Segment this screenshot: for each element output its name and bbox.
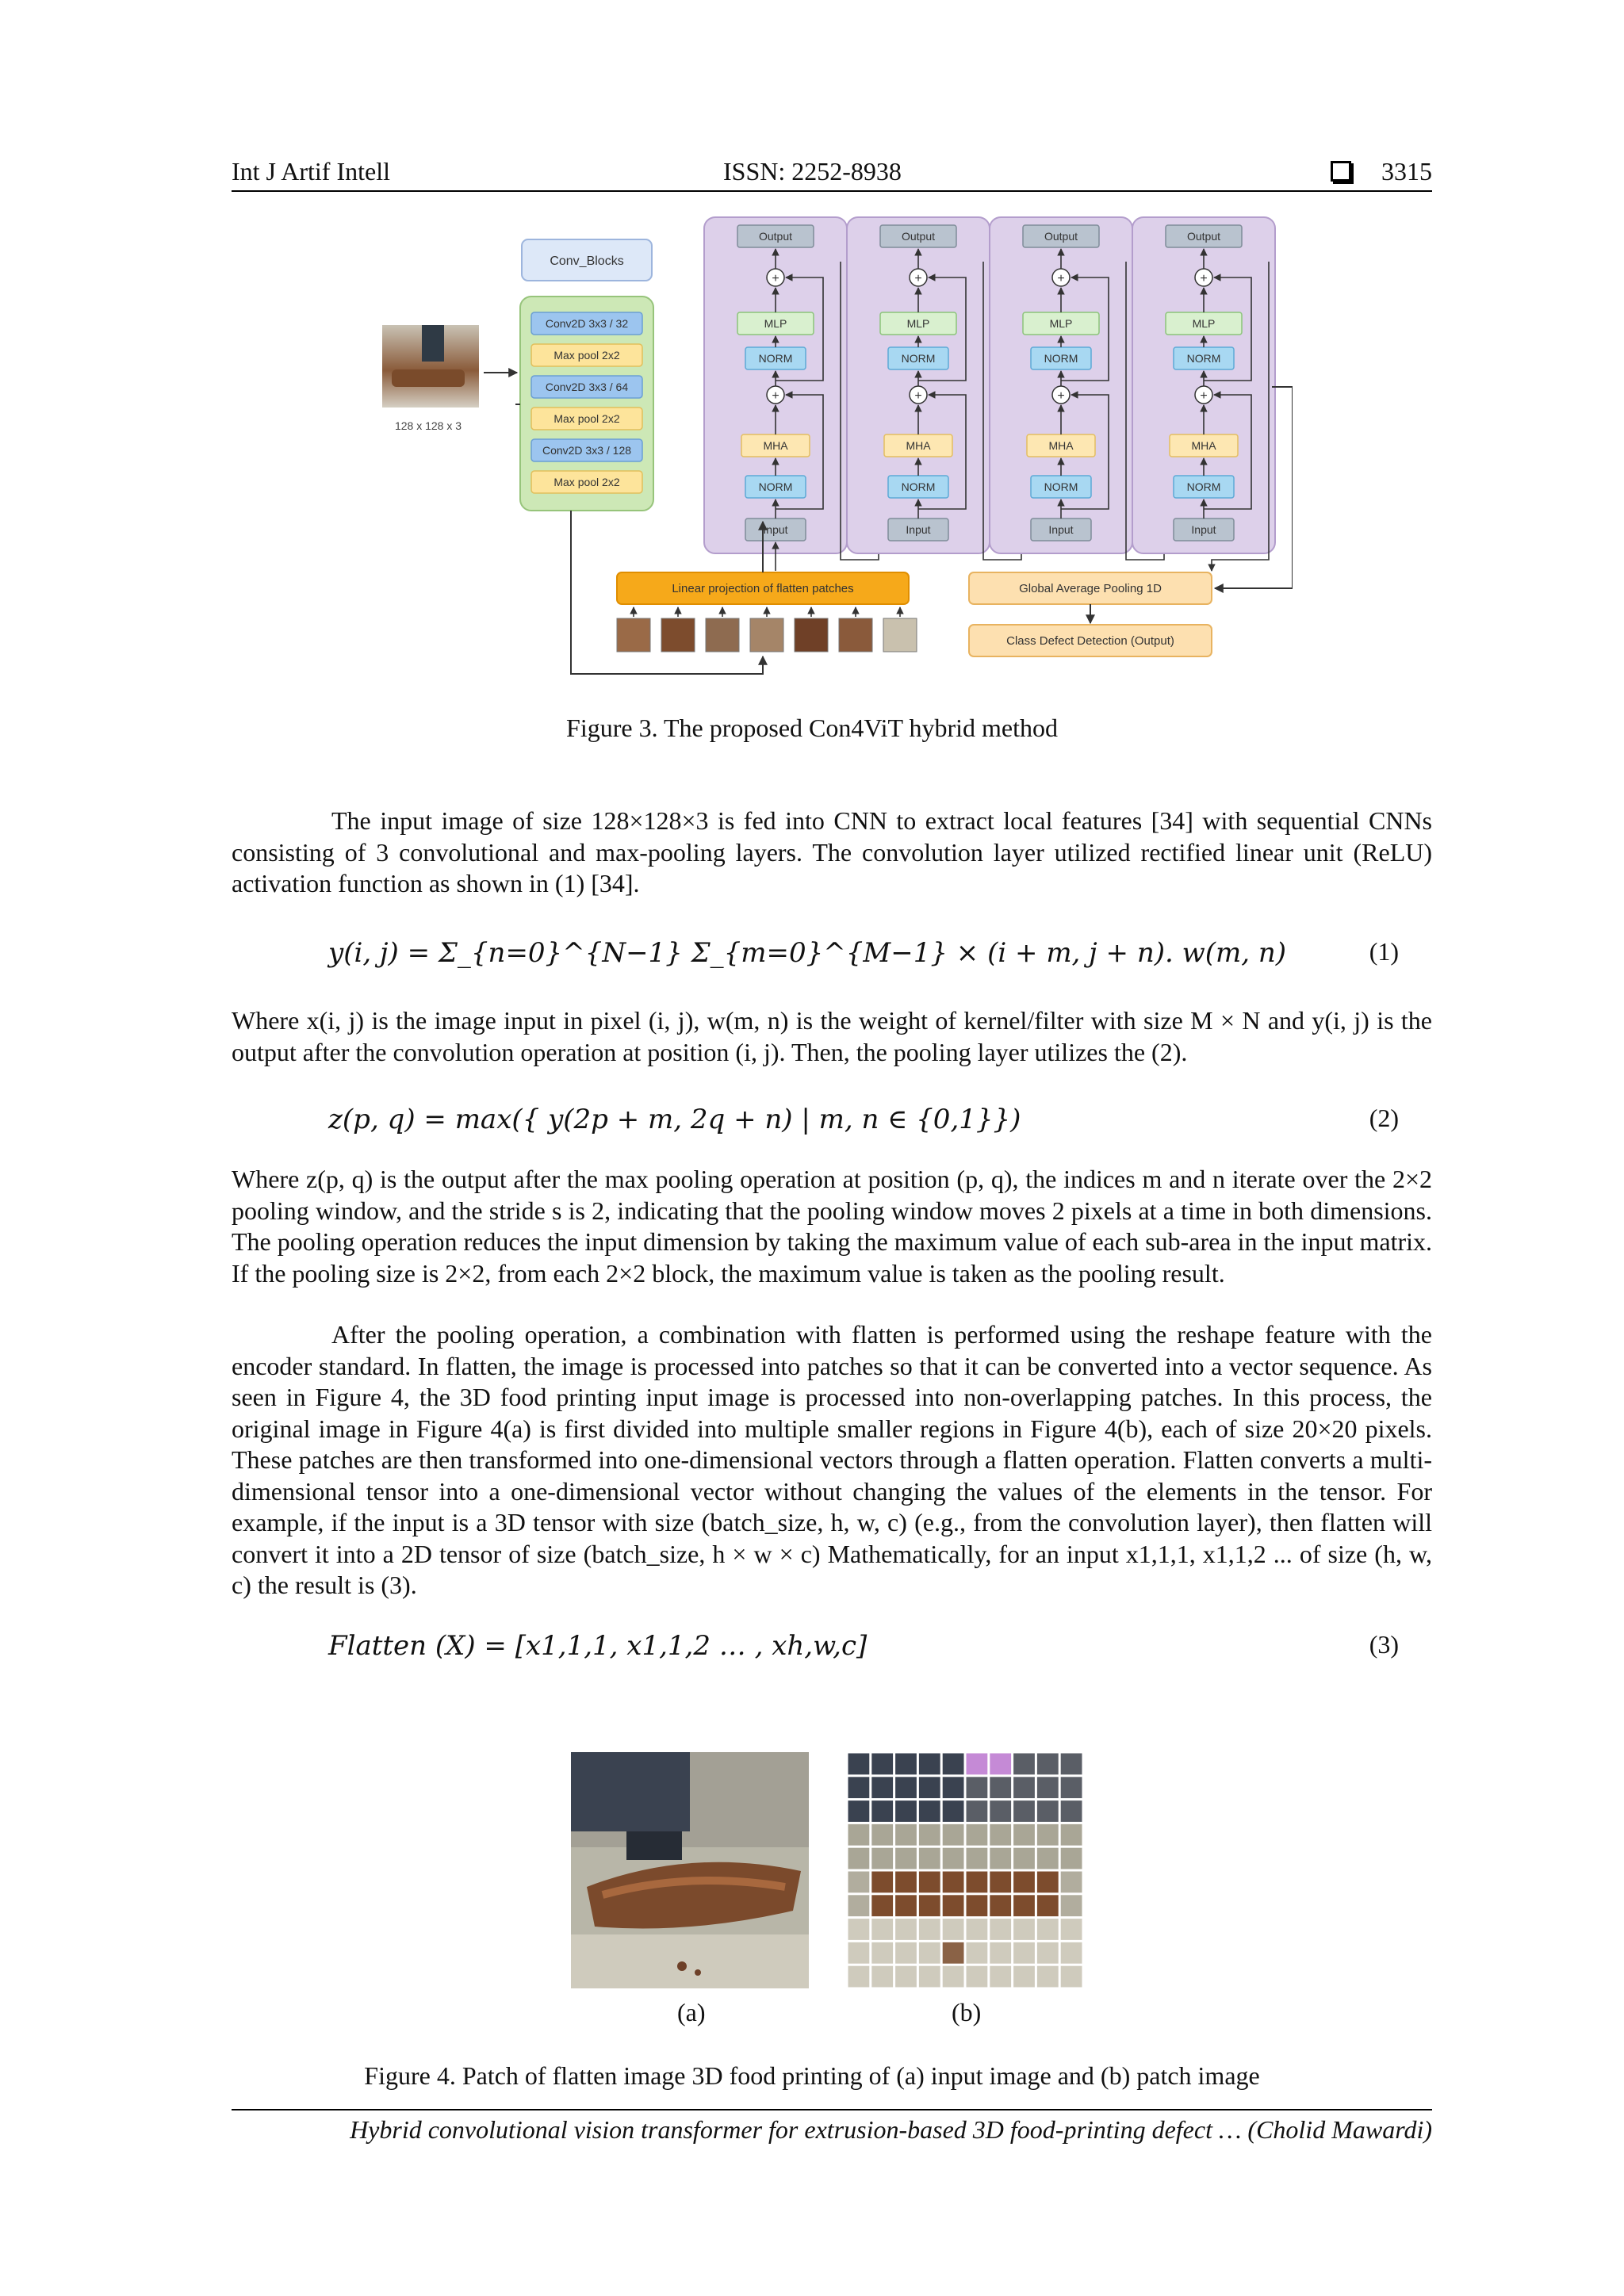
patch-cell [871,1942,893,1964]
patch-cell [919,1895,940,1916]
input-label: Input [906,523,931,536]
patch-cell [1037,1824,1059,1846]
transformer-block [847,217,990,553]
patch-cell [967,1800,988,1822]
patch-cell [1061,1919,1082,1940]
patch-thumbnail [839,618,872,652]
figure-3-caption: Figure 3. The proposed Con4ViT hybrid method [566,714,1058,742]
input-size-label: 128 x 128 x 3 [394,419,462,432]
svg-text:+: + [914,272,922,285]
class-output-label: Class Defect Detection (Output) [1006,634,1174,648]
patch-cell [919,1754,940,1775]
patch-cell [895,1872,917,1893]
patch-cell [990,1777,1011,1798]
patch-cell [967,1754,988,1775]
patch-cell [848,1895,870,1916]
patch-cell [1061,1800,1082,1822]
patch-cell [919,1966,940,1988]
patch-cell [1061,1824,1082,1846]
patch-cell [871,1919,893,1940]
svg-text:+: + [1200,389,1208,403]
patch-cell [967,1872,988,1893]
equation-1 [328,937,1399,977]
patch-cell [895,1942,917,1964]
patch-cell [919,1824,940,1846]
patch-cell [919,1919,940,1940]
mha-label: MHA [763,439,788,452]
input-label: Input [1191,523,1216,536]
transformer-block [704,217,847,553]
patch-cell [1037,1848,1059,1869]
patch-cell [943,1966,964,1988]
paragraph-3: Where z(p, q) is the output after the max pooling operation at position (p, q), the indices m and n iterate over the 2×2 pooling window, and the stride s is 2, indicating that the pooling window moves 2 pixels at a time in both dimensions. The pooling operation reduces the input dimension by taking the maximum value of each sub-area in the input matrix. If the pooling size is 2×2, from each 2×2 block, the maximum value is taken as the pooling result. [232,1165,1432,1288]
patch-cell [848,1800,870,1822]
svg-text:+: + [1057,389,1065,403]
patch-cell [943,1919,964,1940]
patch-cell [1013,1872,1035,1893]
patch-cell [990,1824,1011,1846]
patch-cell [848,1824,870,1846]
svg-text:+: + [1200,272,1208,285]
patch-cell [943,1800,964,1822]
mlp-label: MLP [906,317,930,330]
svg-text:+: + [772,272,779,285]
patch-thumbnail [883,618,917,652]
patch-cell [871,1966,893,1988]
patch-cell [895,1848,917,1869]
figure-4a-label: (a) [677,1998,706,2026]
input-label: Input [1048,523,1074,536]
mlp-label: MLP [1192,317,1216,330]
patch-cell [871,1895,893,1916]
patch-cell [1037,1919,1059,1940]
input-image [382,325,479,408]
patch-cell [1013,1848,1035,1869]
patch-cell [943,1872,964,1893]
patch-cell [919,1872,940,1893]
output-label: Output [1044,230,1078,243]
linear-projection-label: Linear projection of flatten patches [672,582,854,595]
patch-cell [1061,1848,1082,1869]
patch-cell [848,1848,870,1869]
equation-2-body: z(p, q) = max({ y(2p + m, 2q + n) | m, n ∈ {0,1}}) [328,1104,1021,1135]
conv-layer-label: Max pool 2x2 [553,349,620,362]
patch-cell [1061,1777,1082,1798]
patch-cell [1013,1800,1035,1822]
patch-cell [919,1848,940,1869]
patch-cell [1061,1754,1082,1775]
patch-cell [967,1919,988,1940]
equation-3-body: Flatten (X) = [x1,1,1, x1,1,2 … , xh,w,c] [328,1630,868,1662]
patch-thumbnail [706,618,739,652]
norm-label: NORM [1186,352,1221,365]
running-footer: Hybrid convolutional vision transformer for extrusion-based 3D food-printing defect … (Cholid Mawardi) [232,2109,1432,2145]
patch-cell [848,1942,870,1964]
patch-cell [1013,1942,1035,1964]
page-number-group [1331,155,1432,187]
patch-cell [943,1824,964,1846]
patch-cell [1061,1872,1082,1893]
patch-cell [871,1872,893,1893]
patch-cell [848,1966,870,1988]
journal-name: Int J Artif Intell [232,157,390,186]
patch-cell [967,1895,988,1916]
norm-label: NORM [901,480,936,493]
norm-label: NORM [901,352,936,365]
patch-cell [895,1754,917,1775]
output-label: Output [1186,230,1221,243]
issn: ISSN: 2252-8938 [723,157,902,186]
equation-2-number: (2) [1369,1104,1399,1132]
transformer-block [990,217,1132,553]
conv-blocks-title: Conv_Blocks [550,254,624,268]
patch-cell [1013,1919,1035,1940]
norm-label: NORM [1186,480,1221,493]
patch-cell [1037,1754,1059,1775]
transformer-blocks [704,217,1275,571]
patch-thumbnail [750,618,783,652]
patch-cell [1013,1754,1035,1775]
patch-cell [990,1942,1011,1964]
patch-cell [967,1848,988,1869]
patch-cell [1061,1895,1082,1916]
figure-3-diagram [373,214,1293,682]
patch-cell [848,1872,870,1893]
paragraph-2: Where x(i, j) is the image input in pixel (i, j), w(m, n) is the weight of kernel/filter with size M × N and y(i, j) is the output after the convolution operation at position (i, j). Then, the pooling layer utilizes the (2). [232,1006,1432,1066]
mlp-label: MLP [1049,317,1073,330]
patch-cell [919,1777,940,1798]
svg-text:+: + [772,389,779,403]
patch-cell [895,1800,917,1822]
patch-cell [871,1800,893,1822]
equation-1-body: y(i, j) = Σ_{n=0}^{N−1} Σ_{m=0}^{M−1} × (i + m, j + n). w(m, n) [328,937,1286,969]
patch-cell [943,1848,964,1869]
running-header [232,155,1432,192]
patch-cell [848,1919,870,1940]
conv-layer-label: Conv2D 3x3 / 64 [545,381,629,393]
patch-cell [1037,1872,1059,1893]
patch-cell [990,1895,1011,1916]
patch-cell [1013,1895,1035,1916]
page-number: 3315 [1381,157,1432,186]
patch-cell [848,1777,870,1798]
patch-cell [990,1848,1011,1869]
patch-cell [848,1754,870,1775]
patch-cell [1013,1824,1035,1846]
figure-4a-input-image [571,1752,809,1988]
patch-cell [1013,1966,1035,1988]
patch-cell [895,1919,917,1940]
patch-cell [871,1777,893,1798]
patch-cell [943,1754,964,1775]
norm-label: NORM [1044,480,1078,493]
equation-3-number: (3) [1369,1630,1399,1659]
svg-text:+: + [914,389,922,403]
patch-cell [895,1824,917,1846]
patch-cell [990,1800,1011,1822]
mha-label: MHA [1048,439,1074,452]
global-pooling-label: Global Average Pooling 1D [1019,582,1162,595]
figure-4-caption: Figure 4. Patch of flatten image 3D food printing of (a) input image and (b) patch image [364,2061,1260,2090]
conv-layer-label: Conv2D 3x3 / 32 [545,317,629,330]
patch-cell [895,1966,917,1988]
patch-cell [871,1848,893,1869]
figure-4b-patch-grid [847,1752,1083,1988]
output-label: Output [758,230,793,243]
patch-cell [990,1754,1011,1775]
conv-layer-label: Max pool 2x2 [553,476,620,488]
patch-cell [871,1824,893,1846]
mha-label: MHA [1191,439,1216,452]
patch-thumbnail [661,618,695,652]
patch-cell [990,1966,1011,1988]
input-label: Input [763,523,788,536]
patch-cell [990,1919,1011,1940]
equation-2 [328,1104,1399,1143]
output-label: Output [901,230,936,243]
patch-cell [943,1777,964,1798]
paragraph-4: After the pooling operation, a combination with flatten is performed using the reshape feature with the encoder standard. In flatten, the image is processed into patches so that it can be converted into a vector sequence. As seen in Figure 4, the 3D food printing input image is processed into non-overlapping patches. In this process, the original image in Figure 4(a) is first divided into multiple smaller regions in Figure 4(b), each of size 20×20 pixels. These patches are then transformed into one-dimensional vectors through a flatten operation. Flatten converts a multi-dimensional tensor into a one-dimensional vector without changing the values of the elements in the tensor. For example, if the input is a 3D tensor with size (batch_size, h, w, c) (e.g., from the convolution layer), then flatten will convert it into a 2D tensor of size (batch_size, h × w × c) Mathematically, for an input x1,1,1, x1,1,2 ... of size (h, w, c) the result is (3). [232,1320,1432,1599]
patch-cell [967,1824,988,1846]
patch-cell [967,1966,988,1988]
svg-text:+: + [1057,272,1065,285]
conv-layer-label: Max pool 2x2 [553,412,620,425]
equation-3 [328,1630,1399,1670]
figure-4b-label: (b) [952,1998,982,2026]
transformer-block [1132,217,1275,553]
mha-label: MHA [906,439,931,452]
patch-cell [919,1942,940,1964]
square-icon [1331,161,1351,182]
mlp-label: MLP [764,317,787,330]
patch-cell [943,1895,964,1916]
norm-label: NORM [758,480,793,493]
patch-thumbnails [617,607,917,652]
patch-cell [895,1777,917,1798]
equation-1-number: (1) [1369,937,1399,966]
patch-cell [871,1754,893,1775]
patch-cell [967,1942,988,1964]
patch-cell [967,1777,988,1798]
patch-cell [1061,1966,1082,1988]
patch-cell [1013,1777,1035,1798]
patch-cell [990,1872,1011,1893]
patch-cell [1037,1895,1059,1916]
patch-cell [1061,1942,1082,1964]
patch-cell [895,1895,917,1916]
patch-cell [919,1800,940,1822]
norm-label: NORM [758,352,793,365]
patch-thumbnail [617,618,650,652]
patch-cell [943,1942,964,1964]
norm-label: NORM [1044,352,1078,365]
patch-thumbnail [795,618,828,652]
paragraph-1: The input image of size 128×128×3 is fed into CNN to extract local features [34] with sequential CNNs consisting of 3 convolutional and max-pooling layers. The convolution layer utilized rectified linear unit (ReLU) activation function as shown in (1) [34]. [232,806,1432,897]
patch-cell [1037,1777,1059,1798]
conv-layer-label: Conv2D 3x3 / 128 [542,444,632,457]
patch-cell [1037,1800,1059,1822]
patch-cell [1037,1942,1059,1964]
patch-cell [1037,1966,1059,1988]
